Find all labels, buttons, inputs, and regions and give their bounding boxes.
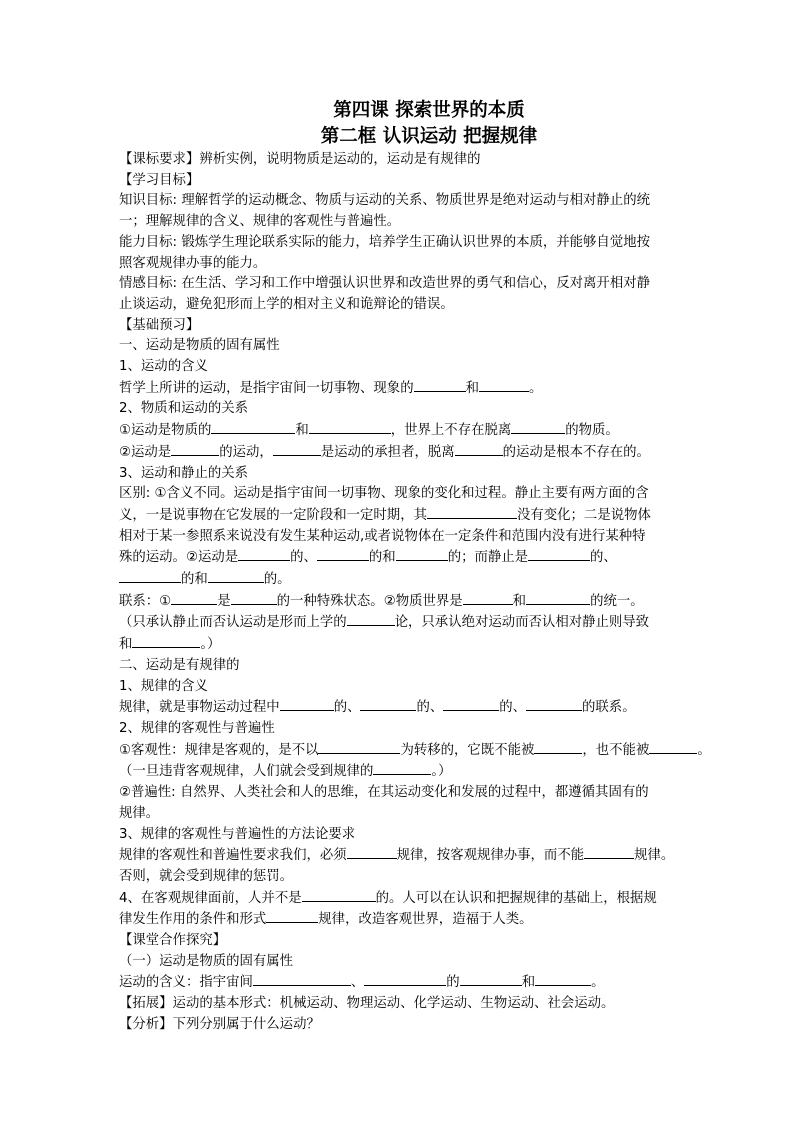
answer-blank[interactable] <box>266 909 318 923</box>
line-segment: 。） <box>431 764 452 780</box>
answer-blank[interactable] <box>364 972 446 986</box>
line-segment: 是运动的承担者，脱离 <box>320 444 455 460</box>
line-segment: 的、 <box>590 550 617 566</box>
line-segment: ①运动是物质的 <box>119 423 212 439</box>
line-segment: 联系：① <box>119 593 172 609</box>
answer-blank[interactable] <box>526 591 590 605</box>
line-segment: ，也不能被 <box>582 742 650 758</box>
text-line: 【学习目标】 <box>119 172 200 188</box>
line-segment: 运动的含义：指宇宙间 <box>119 975 253 991</box>
answer-blank[interactable] <box>132 634 200 648</box>
line-segment: 规律。 <box>634 848 675 864</box>
fill-in-line <box>119 420 739 442</box>
line-segment: 规律，就是事物运动过程中 <box>119 700 280 716</box>
text-line: 照客观规律办事的能力。 <box>119 255 267 271</box>
line-segment: （只承认静止而否认运动是形而上学的 <box>119 615 347 631</box>
answer-blank[interactable] <box>347 612 395 626</box>
answer-blank[interactable] <box>373 761 431 775</box>
line-segment: 的；而静止是 <box>447 550 529 566</box>
answer-blank[interactable] <box>231 591 277 605</box>
fill-in-line <box>119 697 739 719</box>
line-segment: 的 <box>446 975 460 991</box>
line-segment: 。） <box>200 637 221 653</box>
line-segment: 的和 <box>181 572 208 588</box>
line-segment: 的联系。 <box>582 700 636 716</box>
answer-blank[interactable] <box>526 697 582 711</box>
answer-blank[interactable] <box>238 547 290 561</box>
answer-blank[interactable] <box>208 569 264 583</box>
line-segment: 规律，按客观规律办事，而不能 <box>396 848 585 864</box>
fill-in-line <box>119 740 739 762</box>
answer-blank[interactable] <box>528 547 590 561</box>
line-segment: 和 <box>295 423 309 439</box>
fill-in-line <box>119 888 739 910</box>
answer-blank[interactable] <box>455 442 503 456</box>
line-segment: 是 <box>217 593 231 609</box>
answer-blank[interactable] <box>463 591 513 605</box>
text-line: 相对于某一参照系来说没有发生某种运动,或者说物体在一定条件和范围内没有进行某种特 <box>119 528 646 544</box>
line-segment: 的、 <box>416 700 444 716</box>
line-segment: 律发生作用的条件和形式 <box>119 912 267 928</box>
text-line: 【课堂合作探究】 <box>119 933 227 949</box>
answer-blank[interactable] <box>460 972 522 986</box>
line-segment: 。 <box>528 380 543 396</box>
text-line: 1、规律的含义 <box>119 678 208 694</box>
line-segment: 的、 <box>333 700 361 716</box>
line-segment: 的运动， <box>219 444 273 460</box>
line-segment: 和 <box>521 975 536 991</box>
answer-blank[interactable] <box>360 697 416 711</box>
answer-blank[interactable] <box>347 845 397 859</box>
text-line: 情感目标: 在生活、学习和工作中增强认识世界和改造世界的勇气和信心，反对离开相对静 <box>119 276 650 292</box>
line-segment: 的。 <box>263 572 291 588</box>
text-line: 【课标要求】辨析实例，说明物质是运动的，运动是有规律的 <box>119 152 481 167</box>
line-segment: 和 <box>119 637 133 653</box>
text-line: 知识目标: 理解哲学的运动概念、物质与运动的关系、物质世界是绝对运动与相对静止的统 <box>119 193 650 209</box>
text-line: 一；理解规律的含义、规律的客观性与普遍性。 <box>119 214 401 230</box>
answer-blank[interactable] <box>119 569 181 583</box>
answer-blank[interactable] <box>211 420 295 434</box>
text-line: ②普遍性: 自然界、人类社会和人的思维，在其运动变化和发展的过程中，都遵循其固有的 <box>119 785 649 801</box>
answer-blank[interactable] <box>171 591 217 605</box>
text-line: 二、运动是有规律的 <box>119 657 240 673</box>
answer-blank[interactable] <box>427 505 517 519</box>
line-segment: 规律，改造客观世界，造福于人类。 <box>318 912 533 928</box>
answer-blank[interactable] <box>534 740 582 754</box>
text-line: 3、规律的客观性与普遍性的方法论要求 <box>119 826 356 842</box>
line-segment: 的和 <box>368 550 396 566</box>
fill-in-line <box>119 547 739 569</box>
line-segment: 的一种特殊状态。②物质世界是 <box>276 593 463 609</box>
line-segment: ①客观性：规律是客观的，是不以 <box>119 742 319 758</box>
fill-in-line <box>119 505 739 527</box>
line-segment: 殊的运动。②运动是 <box>119 550 239 566</box>
answer-blank[interactable] <box>396 547 448 561</box>
section-subtitle: 第二框 认识运动 把握规律 <box>320 126 538 147</box>
line-segment: 的运动是根本不存在的。 <box>502 444 650 460</box>
answer-blank[interactable] <box>649 740 697 754</box>
fill-in-line <box>119 569 739 591</box>
answer-blank[interactable] <box>414 378 466 392</box>
text-line: （一）运动是物质的固有属性 <box>119 953 294 969</box>
line-segment: 、 <box>350 975 365 991</box>
line-segment: 和 <box>465 380 479 396</box>
text-line: 2、物质和运动的关系 <box>119 401 249 417</box>
line-segment: 哲学上所讲的运动，是指宇宙间一切事物、现象的 <box>119 380 414 396</box>
answer-blank[interactable] <box>443 697 499 711</box>
fill-in-line <box>119 591 739 613</box>
line-segment: 规律的客观性和普遍性要求我们，必须 <box>119 848 347 864</box>
line-segment: 论，只承认绝对运动而否认相对静止则导致 <box>394 615 650 631</box>
line-segment: 的、 <box>499 700 527 716</box>
line-segment: 。 <box>591 975 605 991</box>
answer-blank[interactable] <box>171 442 219 456</box>
answer-blank[interactable] <box>317 547 369 561</box>
fill-in-line <box>119 442 739 464</box>
fill-in-line <box>119 972 739 994</box>
line-segment: 的、 <box>290 550 317 566</box>
text-line: 否则，就会受到规律的惩罚。 <box>119 868 294 884</box>
line-segment: 没有变化；二是说物体 <box>516 507 651 523</box>
text-line: 区别: ①含义不同。运动是指宇宙间一切事物、现象的变化和过程。静止主要有两方面的含 <box>119 486 649 502</box>
line-segment: 的物质。 <box>565 423 619 439</box>
answer-blank[interactable] <box>302 888 376 902</box>
line-segment: ，世界上不存在脱离 <box>390 423 512 439</box>
line-segment: 和 <box>512 593 527 609</box>
document-page <box>119 98 739 1036</box>
text-line: 【分析】下列分别属于什么运动？ <box>119 1016 320 1032</box>
answer-blank[interactable] <box>318 740 400 754</box>
fill-in-line <box>119 761 739 783</box>
answer-blank[interactable] <box>511 420 565 434</box>
text-line: 1、运动的含义 <box>119 359 208 375</box>
lesson-title: 第四课 探索世界的本质 <box>333 100 525 121</box>
answer-blank[interactable] <box>253 972 351 986</box>
line-segment: 4、在客观规律面前，人并不是 <box>119 890 302 906</box>
text-line: 【基础预习】 <box>119 317 200 333</box>
line-segment: ②运动是 <box>119 444 172 460</box>
fill-in-line <box>119 612 739 634</box>
document-body <box>119 150 739 1036</box>
line-segment: 的统一。 <box>590 593 644 609</box>
text-line: 2、规律的客观性与普遍性 <box>119 720 275 736</box>
text-line: 一、运动是物质的固有属性 <box>119 338 280 354</box>
text-line: 止谈运动，避免犯形而上学的相对主义和诡辩论的错误。 <box>119 296 454 312</box>
fill-in-line <box>119 909 739 931</box>
answer-blank[interactable] <box>584 845 634 859</box>
answer-blank[interactable] <box>273 442 321 456</box>
line-segment: （一旦违背客观规律，人们就会受到规律的 <box>119 764 374 780</box>
answer-blank[interactable] <box>309 420 391 434</box>
line-segment: 为转移的，它既不能被 <box>400 742 535 758</box>
answer-blank[interactable] <box>479 378 529 392</box>
fill-in-line <box>119 634 739 656</box>
answer-blank[interactable] <box>280 697 334 711</box>
text-line: 能力目标: 锻炼学生理论联系实际的能力，培养学生正确认识世界的本质，并能够自觉地按 <box>119 234 650 250</box>
fill-in-line <box>119 845 739 867</box>
line-segment: 的。人可以在认识和把握规律的基础上，根据规 <box>375 890 657 906</box>
line-segment: 。 <box>697 742 711 758</box>
text-line: 规律。 <box>119 805 160 821</box>
fill-in-line <box>119 378 739 400</box>
line-segment: 义，一是说事物在它发展的一定阶段和一定时期，其 <box>119 507 427 523</box>
text-line: 3、运动和静止的关系 <box>119 465 249 481</box>
text-line: 【拓展】运动的基本形式：机械运动、物理运动、化学运动、生物运动、社会运动。 <box>119 996 615 1012</box>
answer-blank[interactable] <box>535 972 591 986</box>
